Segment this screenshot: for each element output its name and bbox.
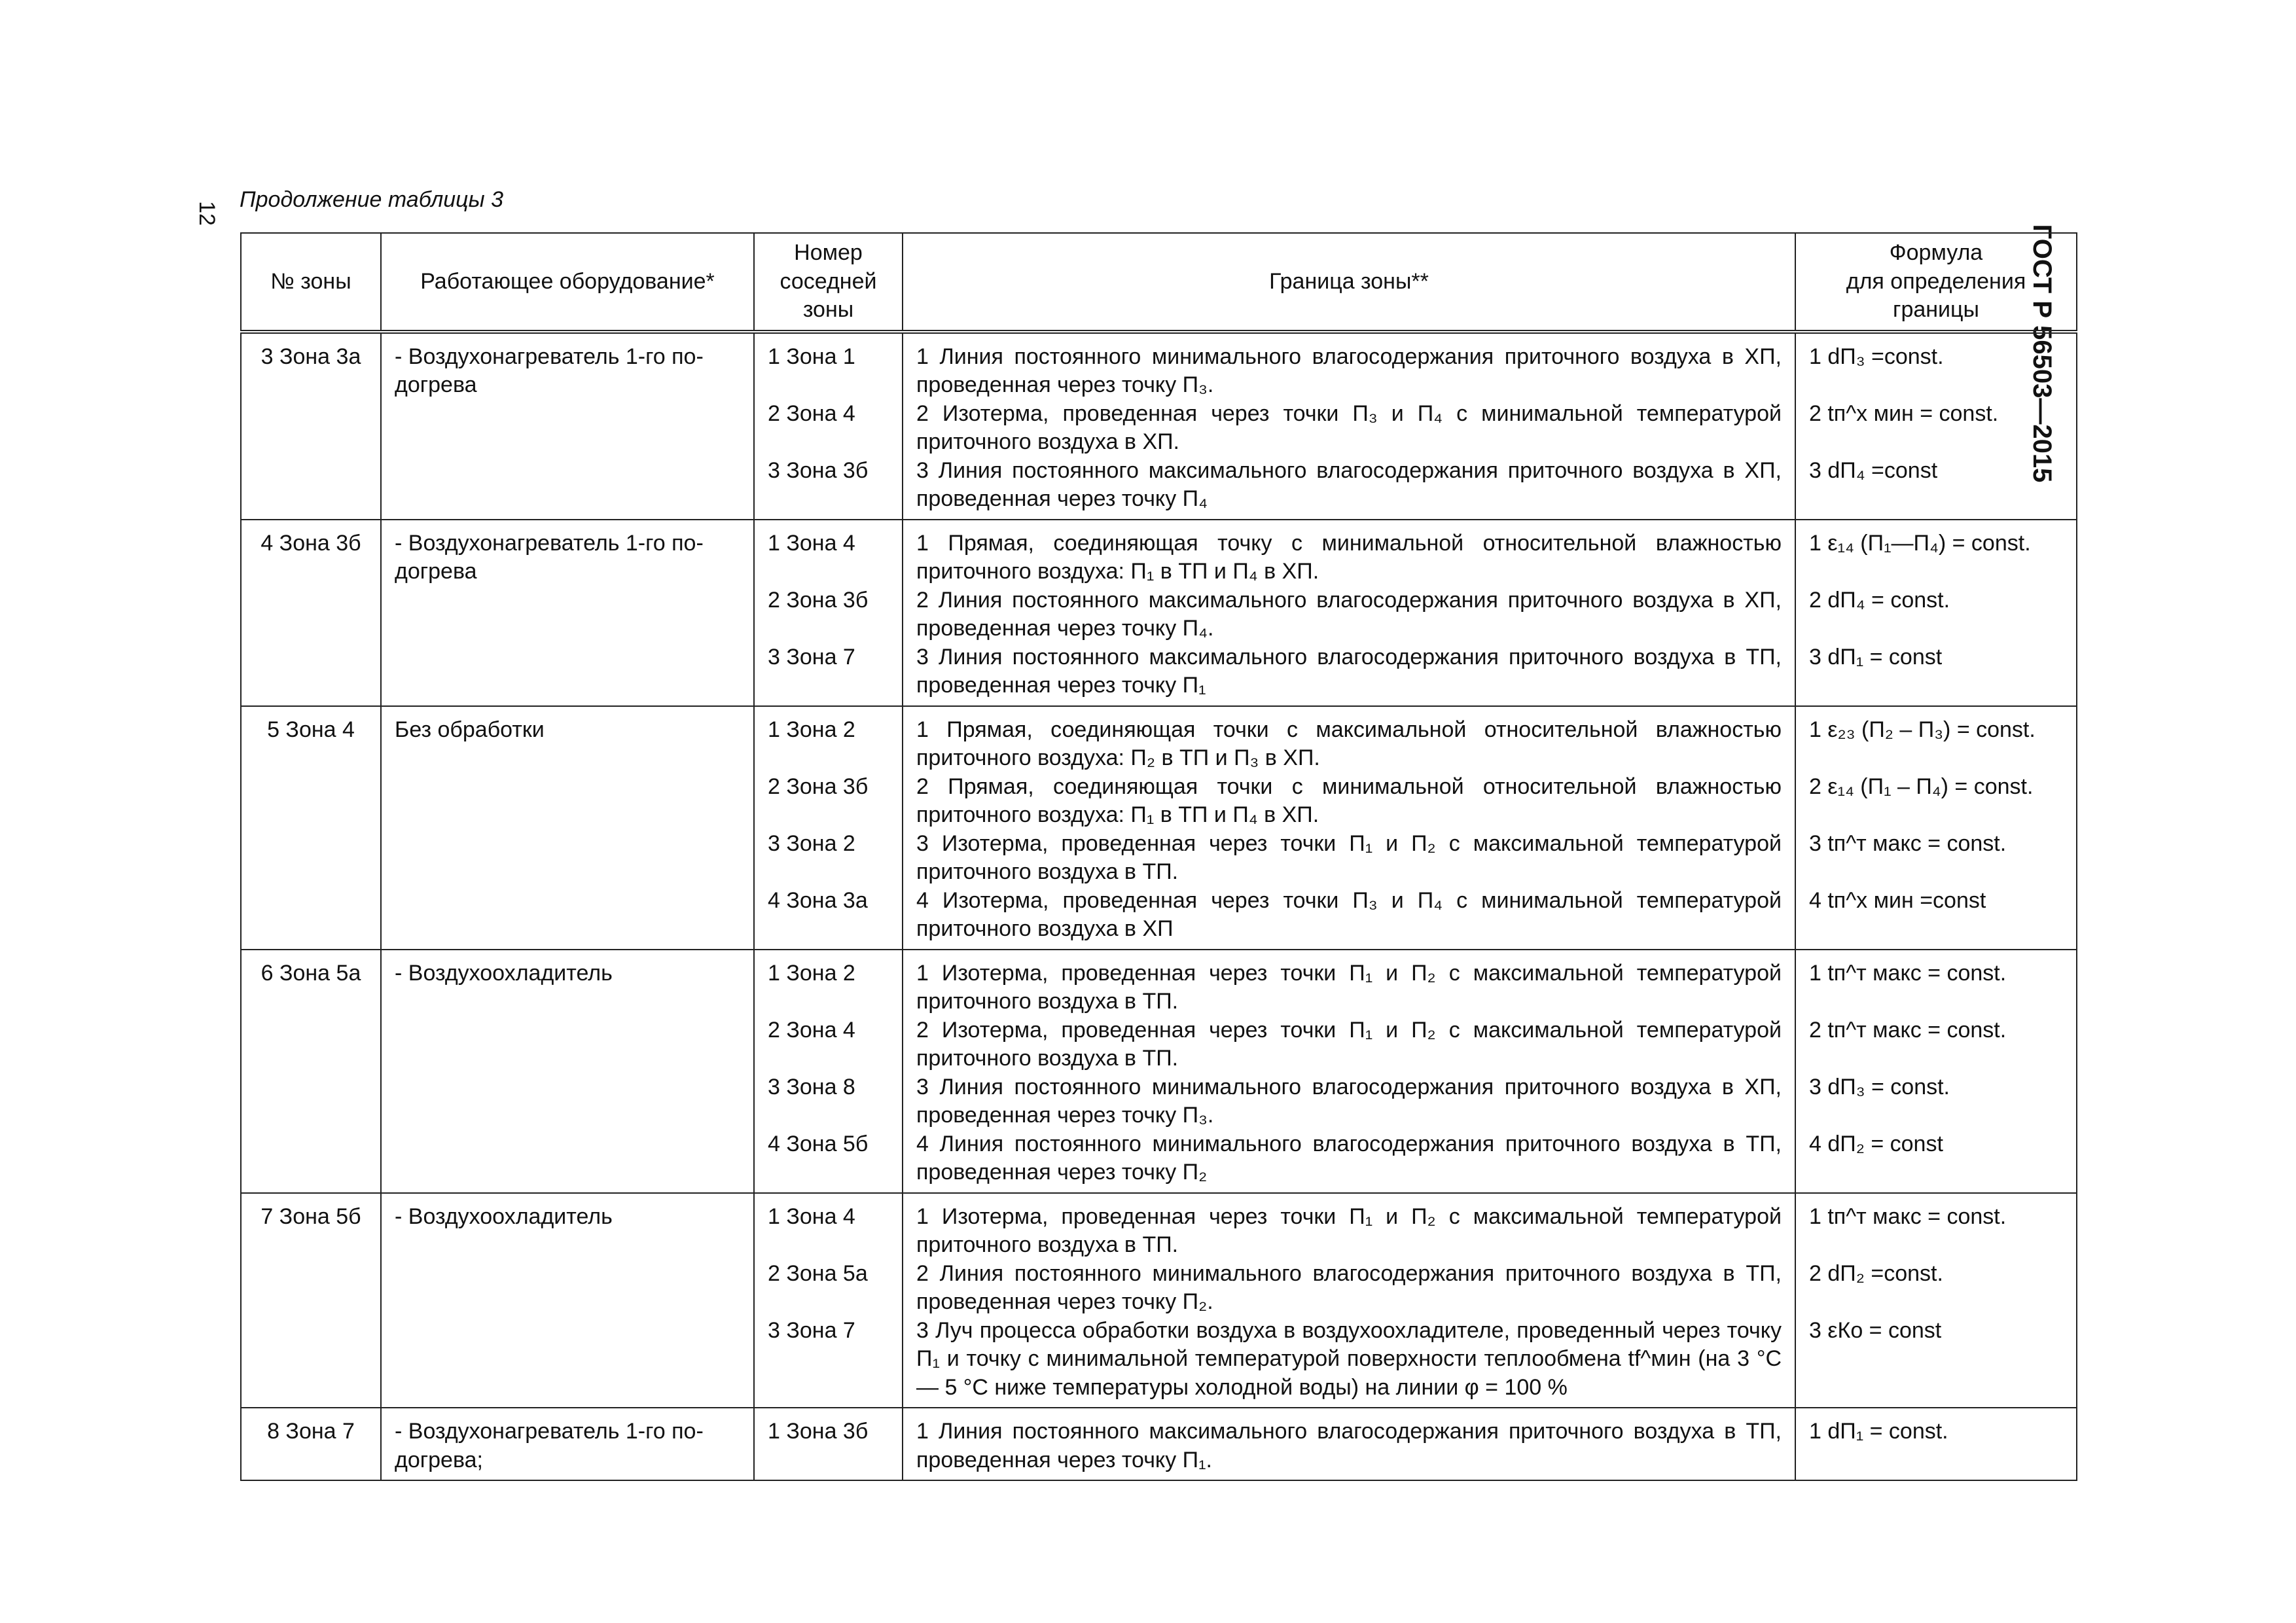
boundary-cell xyxy=(903,1193,1795,1408)
boundary-cell xyxy=(903,332,1795,520)
boundary-cell xyxy=(903,520,1795,706)
neighbor-zone-item: 3 Зона 8 xyxy=(768,1074,855,1099)
neighbor-zone-item: 1 Зона 3б xyxy=(768,1419,869,1444)
formula-item: 1 tп^т макс = const. xyxy=(1809,960,2007,986)
boundary-item: 3 Изотерма, проведенная через точки П₁ и П₂ с максимальной температурой приточного воздуха в ТП. xyxy=(916,830,1782,885)
boundary-cell xyxy=(903,950,1795,1193)
neighbor-zone-item: 1 Зона 4 xyxy=(768,1204,855,1229)
boundary-item: 3 Линия постоянного максимального влагосодержания приточного воздуха в ТП, проведенная через точку П₁ xyxy=(916,644,1782,698)
neighbor-zone-cell xyxy=(754,706,903,950)
neighbor-zone-cell xyxy=(754,1193,903,1408)
boundary-cell xyxy=(903,706,1795,950)
neighbor-zone-cell xyxy=(754,950,903,1193)
formula-item: 2 dП₄ = const. xyxy=(1809,587,1950,613)
formula-item: 3 tп^т макс = const. xyxy=(1809,830,2007,856)
neighbor-zone-cell xyxy=(754,520,903,706)
table-row xyxy=(241,706,2077,950)
equipment-cell: - Воздухонагреватель 1-го по- догрева xyxy=(381,332,754,520)
formula-item: 1 tп^т макс = const. xyxy=(1809,1204,2007,1229)
boundary-item: 3 Луч процесса обработки воздуха в воздухоохладителе, проведенный через точку П₁ и точку с минимальной температурой поверхности теплообмена tf^мин (на 3 °С — 5 °С ниже температуры холодной воды) на линии φ = 100 % xyxy=(916,1317,1782,1400)
neighbor-zone-item: 1 Зона 1 xyxy=(768,344,855,369)
formula-item: 4 dП₂ = const xyxy=(1809,1131,1943,1156)
neighbor-zone-item: 2 Зона 4 xyxy=(768,1017,855,1043)
boundary-item: 2 Изотерма, проведенная через точки П₁ и П₂ с максимальной температурой приточного воздуха в ТП. xyxy=(916,1017,1782,1071)
formula-item: 2 tп^х мин = const. xyxy=(1809,401,1999,426)
formula-item: 3 εКо = const xyxy=(1809,1317,1942,1343)
formula-cell xyxy=(1795,950,2077,1193)
table-row xyxy=(241,520,2077,706)
zone-number-cell: 6 Зона 5а xyxy=(241,950,381,1193)
formula-item: 1 dП₃ =const. xyxy=(1809,344,1944,369)
boundary-item: 1 Изотерма, проведенная через точки П₁ и П₂ с максимальной температурой приточного воздуха в ТП. xyxy=(916,960,1782,1014)
table-row xyxy=(241,950,2077,1193)
formula-cell xyxy=(1795,1193,2077,1408)
boundary-cell xyxy=(903,1408,1795,1480)
formula-item: 2 ε₁₄ (П₁ – П₄) = const. xyxy=(1809,774,2034,799)
neighbor-zone-item: 3 Зона 7 xyxy=(768,1317,855,1343)
table-header-row xyxy=(241,233,2077,332)
header-boundary: Граница зоны** xyxy=(903,233,1795,332)
boundary-item: 2 Изотерма, проведенная через точки П₃ и П₄ с минимальной температурой приточного воздуха в ХП. xyxy=(916,401,1782,455)
document-code: ГОСТ Р 56503—2015 xyxy=(2028,224,2057,483)
neighbor-zone-item: 1 Зона 4 xyxy=(768,530,855,556)
page-number: 12 xyxy=(194,201,220,226)
formula-item: 3 dП₁ = const xyxy=(1809,644,1943,669)
boundary-item: 2 Прямая, соединяющая точки с минимальной относительной влажностью приточного воздуха: П₁ в ТП и П₄ в ХП. xyxy=(916,774,1782,828)
zone-number-cell: 7 Зона 5б xyxy=(241,1193,381,1408)
zone-number-cell: 3 Зона 3а xyxy=(241,332,381,520)
formula-item: 1 dП₁ = const. xyxy=(1809,1419,1948,1444)
formula-cell xyxy=(1795,706,2077,950)
equipment-cell: Без обработки xyxy=(381,706,754,950)
boundary-item: 1 Линия постоянного максимального влагосодержания приточного воздуха в ТП, проведенная через точку П₁. xyxy=(916,1419,1782,1472)
formula-item: 2 dП₂ =const. xyxy=(1809,1260,1943,1286)
neighbor-zone-item: 4 Зона 5б xyxy=(768,1131,869,1156)
neighbor-zone-item: 3 Зона 3б xyxy=(768,457,869,483)
boundary-item: 2 Линия постоянного максимального влагосодержания приточного воздуха в ХП, проведенная через точку П₄. xyxy=(916,587,1782,641)
boundary-item: 4 Изотерма, проведенная через точки П₃ и П₄ с минимальной температурой приточного воздуха в ХП xyxy=(916,887,1782,942)
formula-cell xyxy=(1795,520,2077,706)
neighbor-zone-cell xyxy=(754,332,903,520)
neighbor-zone-item: 3 Зона 2 xyxy=(768,830,855,856)
table-row xyxy=(241,332,2077,520)
formula-item: 2 tп^т макс = const. xyxy=(1809,1017,2007,1043)
zone-number-cell: 5 Зона 4 xyxy=(241,706,381,950)
zones-table xyxy=(240,232,2077,1481)
neighbor-zone-item: 3 Зона 7 xyxy=(768,644,855,669)
neighbor-zone-item: 2 Зона 5а xyxy=(768,1260,868,1286)
formula-cell xyxy=(1795,332,2077,520)
boundary-item: 3 Линия постоянного максимального влагосодержания приточного воздуха в ХП, проведенная через точку П₄ xyxy=(916,457,1782,512)
neighbor-zone-item: 2 Зона 3б xyxy=(768,587,869,613)
boundary-item: 1 Прямая, соединяющая точку с минимальной относительной влажностью приточного воздуха: П₁ в ТП и П₄ в ХП. xyxy=(916,530,1782,584)
neighbor-zone-item: 2 Зона 3б xyxy=(768,774,869,799)
equipment-cell: - Воздухонагреватель 1-го по- догрева; xyxy=(381,1408,754,1480)
formula-cell xyxy=(1795,1408,2077,1480)
table-row xyxy=(241,1408,2077,1480)
formula-item: 1 ε₂₃ (П₂ – П₃) = const. xyxy=(1809,717,2036,742)
equipment-cell: - Воздухоохладитель xyxy=(381,1193,754,1408)
boundary-item: 1 Прямая, соединяющая точки с максимальной относительной влажностью приточного воздуха: П₂ в ТП и П₃ в ХП. xyxy=(916,717,1782,771)
neighbor-zone-cell xyxy=(754,1408,903,1480)
neighbor-zone-item: 2 Зона 4 xyxy=(768,401,855,426)
zone-number-cell: 8 Зона 7 xyxy=(241,1408,381,1480)
table-caption: Продолжение таблицы 3 xyxy=(240,187,503,212)
header-formula: Формула для определения границы xyxy=(1795,233,2077,332)
header-equipment: Работающее оборудование* xyxy=(381,233,754,332)
boundary-item: 1 Линия постоянного минимального влагосодержания приточного воздуха в ХП, проведенная через точку П₃. xyxy=(916,344,1782,398)
boundary-item: 4 Линия постоянного минимального влагосодержания приточного воздуха в ТП, проведенная через точку П₂ xyxy=(916,1131,1782,1185)
formula-item: 3 dП₃ = const. xyxy=(1809,1074,1950,1099)
equipment-cell: - Воздухонагреватель 1-го по- догрева xyxy=(381,520,754,706)
boundary-item: 2 Линия постоянного минимального влагосодержания приточного воздуха в ТП, проведенная через точку П₂. xyxy=(916,1260,1782,1315)
boundary-item: 3 Линия постоянного минимального влагосодержания приточного воздуха в ХП, проведенная через точку П₃. xyxy=(916,1074,1782,1128)
formula-item: 1 ε₁₄ (П₁—П₄) = const. xyxy=(1809,530,2031,556)
neighbor-zone-item: 4 Зона 3а xyxy=(768,887,868,913)
formula-item: 3 dП₄ =const xyxy=(1809,457,1938,483)
header-neighbor-zone: Номер соседней зоны xyxy=(754,233,903,332)
table-row xyxy=(241,1193,2077,1408)
boundary-item: 1 Изотерма, проведенная через точки П₁ и П₂ с максимальной температурой приточного воздуха в ТП. xyxy=(916,1204,1782,1258)
header-zone-no: № зоны xyxy=(241,233,381,332)
formula-item: 4 tп^х мин =const xyxy=(1809,887,1986,913)
neighbor-zone-item: 1 Зона 2 xyxy=(768,717,855,742)
zone-number-cell: 4 Зона 3б xyxy=(241,520,381,706)
neighbor-zone-item: 1 Зона 2 xyxy=(768,960,855,986)
equipment-cell: - Воздухоохладитель xyxy=(381,950,754,1193)
